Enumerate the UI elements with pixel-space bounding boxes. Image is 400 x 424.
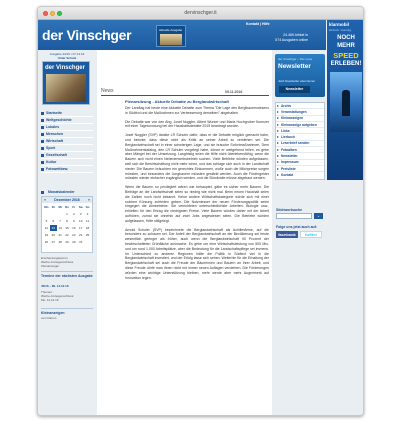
menu-item-label: Kleinanzeige aufgeben — [281, 122, 317, 127]
square-bullet-icon — [41, 147, 44, 150]
calendar-day[interactable]: 23 — [72, 233, 76, 237]
nav-item-label: Weltgeschichte — [46, 118, 72, 122]
search-input[interactable] — [276, 213, 312, 219]
nav-item-label: Wirtschaft — [46, 139, 64, 143]
arrow-right-icon — [277, 111, 279, 113]
nav-item-weltgeschichte[interactable] — [41, 117, 93, 124]
calendar-day[interactable]: 1 — [66, 212, 68, 216]
nav-item-label: Menschen — [46, 132, 64, 136]
nav-item-gesellschaft[interactable] — [41, 152, 93, 159]
right-sidebar — [273, 50, 326, 416]
nav-item-kultur[interactable] — [41, 159, 93, 166]
newsletter-title: Newsletter — [278, 63, 311, 70]
calendar-weekday: So — [85, 205, 90, 209]
calendar-day[interactable]: 14 — [58, 226, 62, 230]
calendar-day[interactable]: 7 — [59, 219, 61, 223]
title-bar — [38, 7, 363, 20]
current-issue-image — [160, 34, 182, 45]
issue-topic: Unter Schutz — [57, 56, 77, 60]
header-links[interactable]: Kontakt | Hilfe — [246, 22, 270, 26]
month-calendar — [41, 196, 93, 253]
nav-item-menschen[interactable] — [41, 131, 93, 138]
menu-item-kontakt[interactable] — [276, 172, 324, 178]
calendar-day[interactable]: 10 — [79, 219, 83, 223]
square-bullet-icon — [41, 133, 44, 136]
menu-item-label: Kleinanzeigen — [281, 116, 304, 121]
calendar-day[interactable]: 18 — [85, 226, 90, 230]
newsletter-subtitle: Jetzt Newsletter abonnieren — [278, 79, 316, 83]
nav-item-label: Startseite — [46, 111, 62, 115]
square-bullet-icon — [41, 126, 44, 129]
section-title: News — [101, 88, 114, 94]
calendar-day[interactable]: 13 — [51, 226, 55, 230]
nav-item-wirtschaft[interactable] — [41, 138, 93, 145]
ad-line: NOCH — [337, 35, 355, 41]
article-paragraph: Josef Noggler (SVP) dankte LR Schuler dafür, dass er die Debatte möglich gemacht habe, und betonte, dass diese nicht als Kritik an seiner Arbeit zu verstehen sei. Die Berglandwirtschaft sei in einer schwierigen Lage, und sie brauche Sofortmaßnahmen. Dem Maßnahmenkatalog, den LR Schuler vorgelegt habe, könne er weitgehend teilen, es gebe aber Mängel bei der Umsetzung. Langfristig seien die Hilfe nicht überlebensfähig, wenn die Bauern sich nicht einen Nebenerwerbsbetrieb suchen. Viele Betriebe würden aufgelassen, weil sich die Bewirtschaftung nicht mehr lohne, und das schlage sich auch in der Landschaft nieder. Die Bauern bräuchten ein gerechtes Einkommen, wofür auch die Milchpreise sorgen müssten, und besonders die Jungbauern müssten gestärkt werden. Auch die Fördergelder müssten wieder einfacher zugänglich werden, und die Bürokratie müsse abgebaut werden. — [125, 133, 269, 181]
calendar-day[interactable]: 29 — [65, 240, 69, 244]
calendar-day[interactable]: 30 — [72, 240, 76, 244]
calendar-month-label: Dezember 2016 — [54, 198, 80, 202]
nav-item-label: Fotowettbew. — [46, 167, 69, 171]
issue-info — [40, 52, 94, 60]
menu-item-label: Veranstaltungen — [281, 109, 307, 114]
web-page — [38, 20, 363, 416]
ad-line: MEHR — [337, 43, 355, 49]
calendar-day[interactable]: 24 — [79, 233, 83, 237]
calendar-heading — [41, 190, 93, 194]
current-issue-label: Aktuelle Ausgabe — [159, 28, 183, 32]
square-bullet-icon — [41, 119, 44, 122]
calendar-empty-cell — [50, 211, 57, 217]
left-sidebar — [38, 50, 96, 416]
calendar-day[interactable]: 11 — [86, 219, 90, 223]
arrow-right-icon — [277, 124, 279, 126]
calendar-empty-cell — [43, 211, 50, 217]
square-bullet-icon — [41, 154, 44, 157]
calendar-day[interactable]: 21 — [58, 233, 62, 237]
nav-item-label: Kultur — [46, 160, 57, 164]
arrow-right-icon — [277, 105, 279, 107]
termine-list — [41, 290, 93, 302]
nav-item-lokales[interactable] — [41, 124, 93, 131]
menu-item-label: Kontakt — [281, 173, 294, 178]
calendar-day[interactable]: 19 — [44, 233, 49, 237]
termine-value: 45/16 – Mi. 14.12.16 — [41, 284, 69, 288]
cover-title: der Vinschger — [45, 65, 85, 71]
calendar-day[interactable]: 4 — [86, 212, 89, 216]
twitter-button[interactable]: twitter — [300, 231, 322, 238]
ad-line-speed: SPEED — [333, 51, 359, 60]
square-bullet-icon — [41, 112, 44, 115]
menu-item-label: Preisliste — [281, 166, 296, 171]
facebook-button[interactable]: facebook — [276, 231, 298, 238]
calendar-day[interactable]: 3 — [79, 212, 82, 216]
article-paragraph: Wenn die Bauern so privilegiert wären wie behauptet, gäbe es sicher mehr Bauern. Die Beiträge an die Landwirtschaft seien so niedrig wie nicht mal. Beim neuen Haushalt seien die Zahlen noch nicht bekannt. Keine andere Wirtschaftskategorie würde sich mit einer solchen Kürzung zufrieden geben. Die Nutzniesser der neuen Förderungspolitik seien hingegen die Almbetriebe. Sie verrichteten unterschiedlichste Arbeiten: Biologie usw., erhielten für den Ertrag die niedrigsten Preise. Viele Bauern würden daher mit der Arbeit aufhören, zumal sie ohnehin auf zwei Jobs angewiesen seien. Die Betriebe würden aufgelassen, Höfe stillgelegt. — [125, 185, 269, 223]
kleinanzeigen-value: vom Datum — [41, 316, 57, 320]
termine-title: Termine der nächsten Ausgabe — [41, 274, 93, 278]
arrow-right-icon — [277, 155, 279, 157]
article-body — [125, 106, 269, 284]
calendar-empty-cell — [57, 211, 64, 217]
header-stats — [260, 33, 308, 43]
stats-issues: 574 Ausgaben online — [275, 38, 308, 42]
browser-window — [37, 6, 364, 416]
issue-cover[interactable] — [42, 61, 90, 105]
termine-item: Themen: — [41, 290, 53, 294]
menu-item-label: Links — [281, 128, 290, 133]
search-label: Stichwortsuche — [276, 208, 303, 212]
menu-item-label: Leserbrief senden — [281, 141, 310, 146]
section-rule — [101, 95, 269, 96]
calendar-day[interactable]: 8 — [66, 219, 68, 223]
square-bullet-icon — [41, 140, 44, 143]
nav-item-startseite[interactable] — [41, 110, 93, 117]
service-menu — [275, 102, 325, 180]
calendar-day[interactable]: 25 — [85, 233, 90, 237]
termine-item: Werbe-Anzeigenschluss: — [41, 294, 75, 298]
menu-item-label: Newsletter — [281, 154, 298, 159]
calendar-day[interactable]: 6 — [52, 219, 55, 223]
calendar-legend — [41, 256, 93, 268]
calendar-day[interactable]: 17 — [79, 226, 83, 230]
article-date: 09.11.2016 — [225, 90, 243, 94]
calendar-day[interactable]: 5 — [45, 219, 48, 223]
calendar-day[interactable]: 20 — [51, 233, 55, 237]
nav-item-sport[interactable] — [41, 145, 93, 152]
divider — [41, 271, 93, 272]
arrow-right-icon — [277, 136, 279, 138]
arrow-right-icon — [277, 149, 279, 151]
newsletter-banner[interactable] — [275, 54, 325, 97]
kleinanzeigen-title: Kleinanzeigen — [41, 311, 65, 315]
arrow-right-icon — [277, 174, 279, 176]
window-title: dervinschger.it — [184, 10, 217, 16]
calendar-day[interactable]: 22 — [65, 233, 69, 237]
nav-item-fotowettbewerb[interactable] — [41, 166, 93, 173]
social-label: Folge uns jetzt auch auf: — [276, 225, 318, 229]
divider — [41, 308, 93, 309]
calendar-weekday: Sa — [78, 205, 83, 209]
search-button[interactable]: » — [314, 213, 323, 219]
calendar-weekday: Mo — [44, 205, 49, 209]
main-nav — [41, 110, 93, 173]
nav-item-label: Sport — [46, 146, 56, 150]
ad-brand: klarmobil — [329, 22, 350, 27]
calendar-weekday: Fr — [72, 205, 76, 209]
calendar-day[interactable]: 9 — [73, 219, 75, 223]
article-paragraph: Der Landtag hat heute eine Aktuelle Debatte zum Thema "Die Lage des Berglbauernwesens in Südtirol und die Maßnahmen zur Verbesserung derselben" abgehalten. — [125, 106, 269, 115]
calendar-day[interactable]: 2 — [73, 212, 75, 216]
article-headline: Plenarsitzung - Aktuelle Debatte zu Berglandwirtschaft — [125, 99, 229, 104]
calendar-day[interactable]: 27 — [51, 240, 55, 244]
menu-item-label: Fotoalben — [281, 147, 297, 152]
legend-item: Kleinanzeiger — [41, 264, 60, 268]
nav-item-label: Gesellschaft — [46, 153, 67, 157]
calendar-next-button[interactable]: » — [88, 198, 90, 202]
article-paragraph: Arnold Schuler (SVP) bezeichnete die Berglandwirtschaft als Achillesferse, auf die besonders zu schauen sei. Der Anteil der Berglandwirtschaft an der Bevölkerung sei heute wesentlich geringer als früher, auch wenn die Berglandwirtschaft 90 Prozent der bewirtschafteten Grünfläche ausmache. Es gebe um eine Wirtschaftsleistung von 500 Mio. und um rund 1.000 Arbeitsplätze, aber die Bedeutung für die Landschaftspflege sei immens. Im Unterschied zu anderen Regionen hätte die Politik in Südtirol viel in die Berglandwirtschaft investiert, und der Erfolg lasse sich sehen. Weiterhin für die Erhaltung der Berglandwirtschaft sei auch die Freude der Bäuerinnen und Bauern an ihrer Arbeit, und diese Freude dürfe man ihnen nicht mit immer neuen Auflagen verderben. Die Förderungen würden eine wichtige Unterstützung bleiben, mehr werde aber mehr Augenmerk auf Innovation legen. — [125, 227, 269, 280]
termine-item: Mo. 12.12.16 — [41, 298, 59, 302]
calendar-weekday: Do — [64, 205, 69, 209]
legend-item: Werbe-Anzeigenschluss — [41, 260, 74, 264]
ad-subline: Einfach. Günstig. — [329, 28, 352, 32]
newsletter-small-text: der Vinschger – Der neue — [278, 57, 313, 61]
calendar-weekday: Mi — [58, 205, 62, 209]
advertisement-banner[interactable] — [327, 20, 364, 180]
newsletter-button[interactable]: Newsletter — [279, 86, 310, 93]
square-bullet-icon — [41, 161, 44, 164]
menu-item-label: Lierbuch — [281, 135, 295, 140]
article-paragraph: Die Debatte war von den Abg. Josef Noggler, Albert Wurzer und Maria Hochgruber Kuenzer mit einer Tagesordnung bei der Haushaltsdebatte 2015 beantragt worden. — [125, 119, 269, 129]
cover-image — [46, 74, 86, 102]
calendar-day[interactable]: 15 — [65, 226, 69, 230]
arrow-right-icon — [277, 161, 279, 163]
nav-item-label: Lokales — [46, 125, 60, 129]
site-header — [38, 20, 326, 50]
ad-person-silhouette — [342, 90, 350, 116]
calendar-day[interactable]: 31 — [79, 240, 83, 244]
arrow-right-icon — [277, 168, 279, 170]
arrow-right-icon — [277, 117, 279, 119]
main-content — [97, 50, 272, 416]
current-issue-box[interactable] — [156, 25, 186, 47]
calendar-heading-label: Monatskalender — [48, 190, 75, 194]
ad-line: ERLEBEN! — [330, 61, 362, 67]
arrow-right-icon — [277, 130, 279, 132]
calendar-day[interactable]: 12 — [44, 226, 49, 230]
arrow-right-icon — [277, 142, 279, 144]
calendar-day[interactable]: 28 — [58, 240, 62, 244]
legend-item: Erscheinungstermin — [41, 256, 68, 260]
menu-item-label: Archiv — [281, 103, 292, 108]
menu-item-label: Impressum — [281, 160, 299, 165]
square-bullet-icon — [41, 168, 44, 171]
calendar-weekday: Di — [51, 205, 55, 209]
calendar-day[interactable]: 26 — [44, 240, 49, 244]
calendar-day[interactable]: 16 — [72, 226, 76, 230]
stats-articles: 24.465 Artikel in — [283, 33, 308, 37]
calendar-prev-button[interactable]: « — [44, 198, 46, 202]
square-bullet-icon — [41, 191, 44, 194]
site-logo[interactable]: der Vinschger — [42, 27, 132, 43]
issue-number: Ausgabe 44/16 • 07.12.16 — [49, 52, 85, 56]
calendar-grid — [42, 203, 92, 245]
